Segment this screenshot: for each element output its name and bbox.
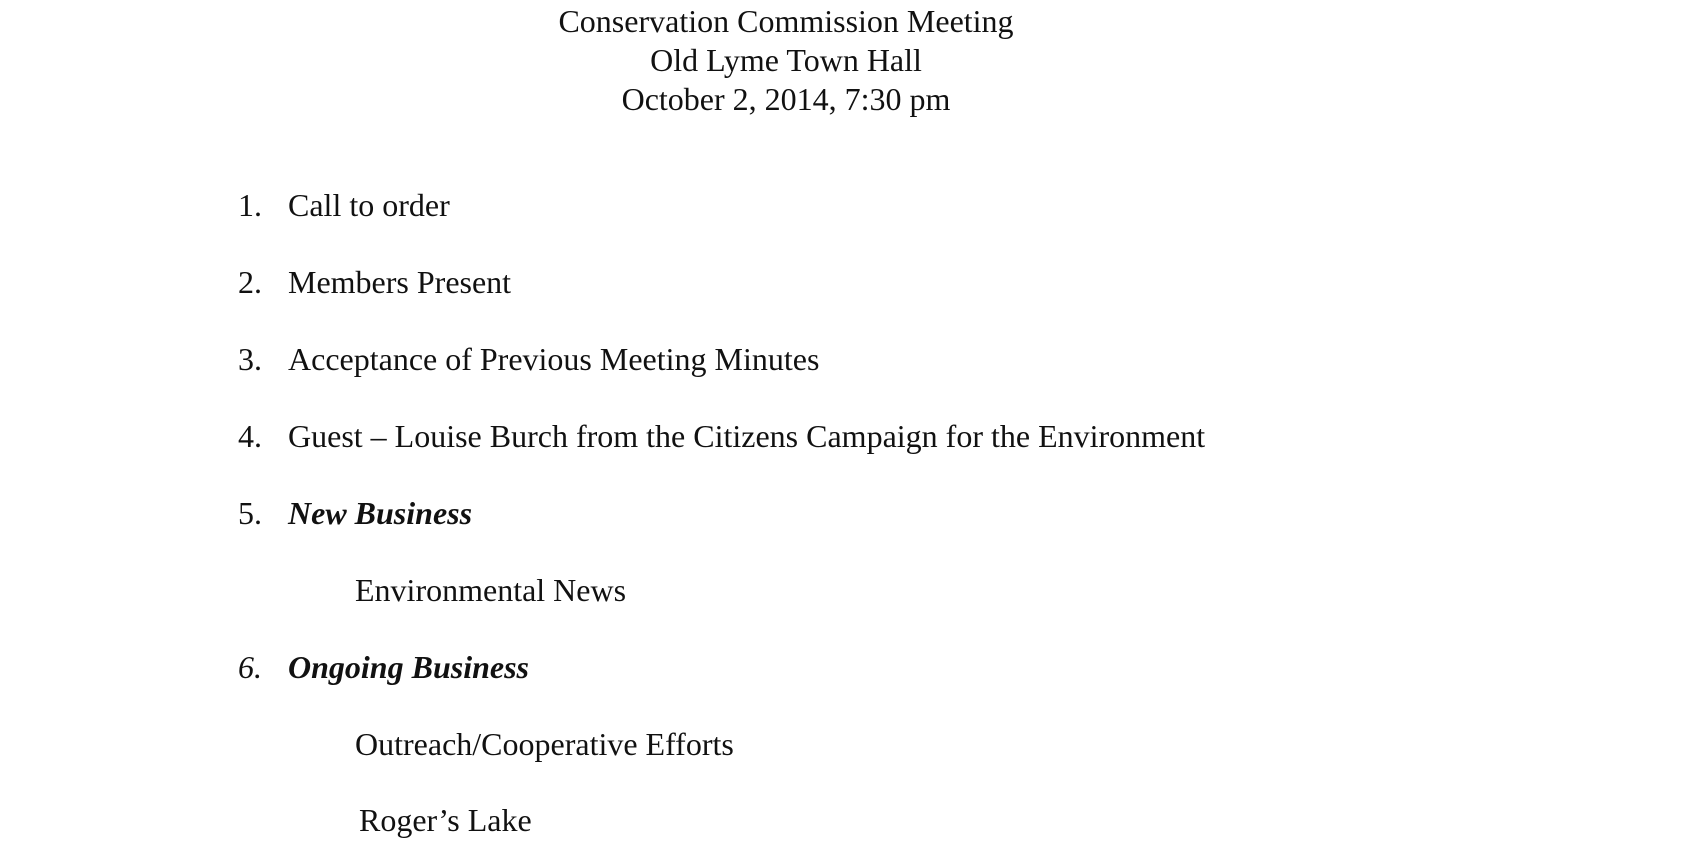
agenda-item-number: 1. (238, 187, 262, 223)
agenda-item-label: Guest – Louise Burch from the Citizens Campaign for the Environment (288, 418, 1206, 454)
agenda-item-number: 3. (238, 341, 262, 377)
agenda-item-label: Members Present (288, 264, 512, 300)
section-heading-new-business: New Business (288, 495, 473, 531)
subitem-environmental-news: Environmental News (355, 572, 627, 608)
agenda-item-label: Acceptance of Previous Meeting Minutes (288, 341, 820, 377)
agenda-item-number: 6. (238, 649, 262, 685)
agenda-item-number: 5. (238, 495, 262, 531)
meeting-location: Old Lyme Town Hall (650, 42, 922, 78)
agenda-item-label: Call to order (288, 187, 450, 223)
section-heading-ongoing-business: Ongoing Business (288, 649, 529, 685)
document-header (0, 2, 1682, 119)
meeting-title: Conservation Commission Meeting (558, 3, 1014, 39)
subitem-rogers-lake: Roger’s Lake (359, 802, 532, 838)
agenda-item-number: 4. (238, 418, 262, 454)
subitem-outreach: Outreach/Cooperative Efforts (355, 726, 734, 762)
meeting-datetime: October 2, 2014, 7:30 pm (621, 81, 951, 117)
agenda-item-number: 2. (238, 264, 262, 300)
